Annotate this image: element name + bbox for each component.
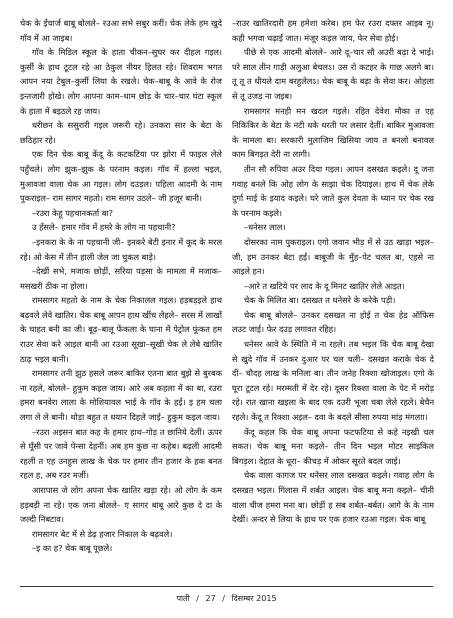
paragraph: पीछे से एक आदमी बोलले– आरे दू–चार सौ अउरी बढ़ा दे भाई। परे साल तीन गाड़ी अलुआ बेचलऽ। उस रो कटहर के गाछ अलगे बा। तू तू त धीयले दाम बरहुलेलऽ। चेक बाबू के बढ़ा के सेवा कर। ओहला से तू उजड़ ना जइब। [232,47,434,101]
paragraph: –रउरा केहू पहचानकर्ता बा? [32,207,113,218]
page-footer [0,593,453,604]
separator: / [222,594,225,603]
paragraph: धनेसर आवे के स्थिति में ना रहले। तब भइल कि चेक बाबू देखा से खुदे गॉव में उनकर दुआर पर चल चली– दसखत कराके चेक दे दीं– चौदह लाख के मनिला बा। तीन जनेह रिक्शा खोजाइल। एगो के घूरा टूटल रहे। मरम्मती में देर रहे। दूसर रिक्शा वाला के पेट में मरोड़ रहे। रात खाना खइला के बाद एक दउरी भूजा चबा लेले रहले। बेचैन रहले। केंदू त रिक्शा अइल– दवा के बदले सीसा रुपया मांड़ मंगलाा। [232,339,434,423]
paragraph: रामसागर महतो के नाम के चेक निकालल गइल। हड़बड़इले हाथ बढ़वले लेवे खातिर। चेक बाबू आपन हाथ खींच लेहले– सरस में लाखों के चाहत बनी का जी। बूढ़–बालू फेंकला के घाना में पेट्रोल फूंकत हम राउर सेवा करे आइल बानी आ रउआ सूखा–सूखी चेक ले लेबे खातिर ठाढ़ भइल बानी। [20,295,222,364]
paragraph: –इ का ह? चेक बाबू पूछले। [32,543,113,554]
paragraph: केंदू कहल कि चेक बाबू अपना फटफटिया से कहे नइखी चल सकत। चेक बाबू मना कइले– तीन दिन भइल मोटर साइकिल बिगड़ल। देहात के धूरा– कीचड़ में ओकर सूरते बदल जाई। [232,426,434,466]
paragraph: –इनकरा के के ना पहचानी जी– इनकरे बेटी इनार में कूद के मरल रहे। ओ केस में तीन हाली जेल जा चुकल बाडे़। [20,236,222,262]
magazine-name: पाती [176,594,190,603]
story-column-right [232,16,434,578]
paragraph: चेक बाबू बोलले– उनकर दसखत ना होई त चेक हेड ऑफिस लउट जाई। फेर दउड़ लगावत रहिह। [232,309,434,335]
paragraph: तीन सौ रुपिया अउर दिया गइल। आपन दसखत कइले। दू जना गवाह बनले कि ओह लोग के साझा चेक दियाइल। हाथ में चेक लेके दुर्गा माई के इयाद कइले। घरे जाते कुल देवता के ध्यान पर चेक रख के परनाम कइले। [232,163,434,218]
paragraph: चेक के ईंचार्ज बाबू बोलले– रउआ सभे सबुर करीं। चेक लेके हम खुदे गॉव में आ जाइब। [20,18,222,43]
paragraph: दोसरका नाम पुकराइल। एगो जवान भीड़ में से उठ खाड़ा भइल– जी, हम उनकर बेटा हईं। बाबूजी के मुँह–पेट चलत बा, एहसे ना आइले हन। [232,236,434,277]
paragraph: एक दिन चेक बाबू केंदू के कटकटिया पर झोरा में फाइल लेले पहुँचले। लोग झुक–झुक के परनाम कइल। गॉव में हल्ला भइल, मुआवजा वाला चेक आ गइल। लोग दउड़ल। पहिला आदमी के नाम पुकराइल– राम सागर महतो। राम सागर उठले– जी हजूर बानी। [20,149,222,204]
paragraph: रामसागर मनही मन खदल गइले। रहित देवेश मौका त एह निकिकिर के बेटा के नटी धके धरती पर लसार देतीं। बाकिर मुआवजा के मामला बा। सरकारी मुलाजिम खिसिया जाय त बनलो बनावल काम बिगड़त देरी ना लागी। [232,105,434,160]
separator: / [196,594,199,603]
paragraph: –रउरा अइसन बात कह के हमार हाथ–गोड़ त छानिये देलीं। ऊपर से घूँसी पर जावे पेन्सा देहनीं। अब हम कुछ ना कहेब। बढ़ली आदमी रहलीं त एह उनहुस लाख के चेक पर हमार तीन हजार के हक बनत रहल ह, अब रउर मर्जी। [20,426,222,481]
paragraph: –आरे त खटिये पर लाद के दू मिनट खातिर लेले आइत। [244,280,405,291]
paragraph: धरीछन के ससुरारी गइल जरूरी रहे। उनकरा सार के बेटा के छठिहार रहे। [20,120,222,145]
paragraph: उ हँसले– हमार गॉव में हमरे के लोग ना पहचानी? [32,222,176,233]
paragraph: आरापास जे लोग अपना चेक खातिर खड़ा रहे। ओ लोग के कम हड़बड़ी ना रहे। एक जना बोलले– ए सागर बाबू आरे कुछ दे दा के जल्दी निबटाव। [20,485,222,525]
story-column-left [20,16,222,578]
paragraph: –धनेसर लाल। [244,222,286,233]
footer-rule [20,586,433,587]
paragraph: चेक के मिलित बा। दसखत त धनेसरे के करेके पड़ी। [244,295,396,306]
paragraph: –देखीं सभे, मजाक छोड़ीं, सरिया पड़सा के मामला में मजाक–मसखरी ठीक ना होला। [20,266,222,291]
paragraph: रामसागर बेट में से डेढ़ हजार निकाल के बढ़वले। [32,528,173,539]
paragraph: गॉव के मिडिल स्कूल के हाता चीकन–सुघर कर दीहल गइल। कुर्सी के हाथ टूटल रहे आ ठेकुल नीयर हिलत रहे। शिवराम भगत आपन नया टेबुल–कुर्सी लिया के रखले। चेक–बाबू के आवे के रोज इन्तजारी होखे। लोग आपना काम–धाम छोड़ के चार–चार घंटा स्कूल के हाता में बइठले रह जाय। [20,47,222,116]
issue-date: दिसम्बर 2015 [231,594,277,603]
page-number: 27 [205,594,216,603]
paragraph: रामसागर तनी झुठ हसले जरूर बाकिर एतना बात बुझे से बुरबक ना रहले, बोलले– हुकुम कइल जाय। आरे अब कहला में का बा, रउरा हमरा बनवेरा लाला के मोशियावल भाई के गॉव के हईं। इ हम चला लगा ले ले बानी। थोड़ा बहुत त धयान दिहले जाई– हुकुम कइल जाय। [20,368,222,423]
paragraph: चेक वाला कागज पर धनेसर लाल दसखत कइले। गवाह लोग के दसखत भइल। गिलास में शर्बत आइल। चेक बाबू मना कइले– चीनी वाला चीज हमरा मना बा। छोड़ीं ह सब शर्बत–बर्बत। आगे के के नाम देखीं। अन्दर से लिया के हाथ पर एक हजार रउआ गइल। चेक बाबू [232,470,434,525]
paragraph: –राउर खातिरदारी हम हमेशा करेब। हम फेर रउरा दफ्तर आइब नू। कही भगवा चढ़ाईं जात। मंजूर कइल जाय, फेर सेवा होई। [232,18,434,43]
